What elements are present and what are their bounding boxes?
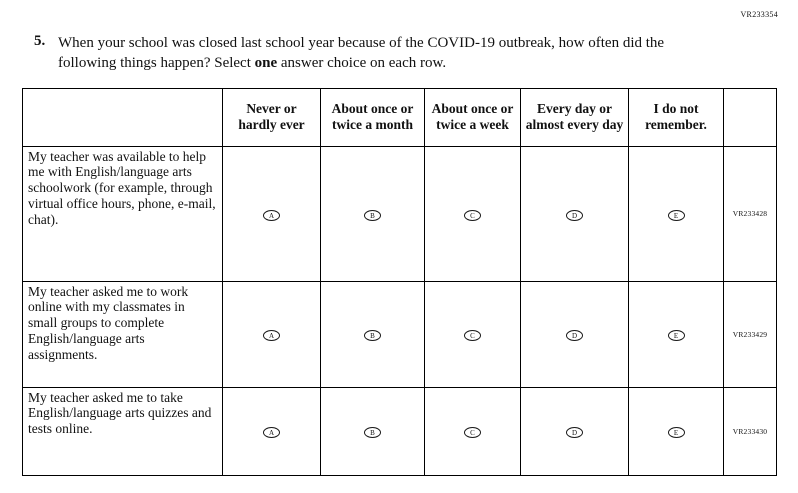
question-bold-word: one: [254, 55, 278, 72]
answer-bubble-d[interactable]: D: [566, 427, 583, 438]
answer-bubble-a[interactable]: A: [263, 210, 280, 221]
answer-cell: [321, 387, 425, 475]
header-once-twice-week: About once or twice a week: [425, 88, 521, 146]
answer-bubble-c[interactable]: C: [464, 330, 481, 341]
answer-cell: [521, 387, 629, 475]
answer-cell: [629, 146, 724, 281]
answer-bubble-a[interactable]: A: [263, 427, 280, 438]
answer-cell: [521, 281, 629, 387]
header-empty-code: [724, 88, 777, 146]
row-code: VR233429: [724, 281, 777, 387]
table-row: [23, 146, 777, 281]
page-code: VR233354: [740, 10, 778, 19]
question-block: [34, 33, 798, 74]
row-label: My teacher asked me to work online with my classmates in small groups to complete English/language arts assignments.: [23, 281, 223, 387]
answer-bubble-b[interactable]: B: [364, 427, 381, 438]
answer-bubble-d[interactable]: D: [566, 210, 583, 221]
answer-bubble-d[interactable]: D: [566, 330, 583, 341]
header-never-or-hardly-ever: Never or hardly ever: [223, 88, 321, 146]
answer-cell: [223, 387, 321, 475]
row-label: My teacher was available to help me with English/language arts schoolwork (for example, through virtual office hours, phone, e-mail, chat).: [23, 146, 223, 281]
survey-table: [22, 88, 777, 476]
answer-cell: [425, 387, 521, 475]
answer-bubble-c[interactable]: C: [464, 427, 481, 438]
question-text-main: When your school was closed last school year because of the COVID-19 outbreak, how often did the following things happen? Select: [58, 35, 665, 72]
table-row: [23, 281, 777, 387]
header-row: [23, 88, 777, 146]
answer-cell: [629, 387, 724, 475]
question-text: [58, 33, 718, 74]
answer-bubble-e[interactable]: E: [668, 210, 685, 221]
answer-bubble-e[interactable]: E: [668, 427, 685, 438]
answer-cell: [425, 146, 521, 281]
header-every-day: Every day or almost every day: [521, 88, 629, 146]
answer-cell: [425, 281, 521, 387]
answer-bubble-b[interactable]: B: [364, 210, 381, 221]
table-row: [23, 387, 777, 475]
answer-bubble-b[interactable]: B: [364, 330, 381, 341]
answer-bubble-c[interactable]: C: [464, 210, 481, 221]
question-number: 5.: [34, 33, 46, 49]
header-once-twice-month: About once or twice a month: [321, 88, 425, 146]
answer-cell: [223, 146, 321, 281]
header-empty-label: [23, 88, 223, 146]
answer-cell: [321, 146, 425, 281]
answer-bubble-a[interactable]: A: [263, 330, 280, 341]
row-label: My teacher asked me to take English/language arts quizzes and tests online.: [23, 387, 223, 475]
row-code: VR233430: [724, 387, 777, 475]
answer-cell: [521, 146, 629, 281]
answer-bubble-e[interactable]: E: [668, 330, 685, 341]
answer-cell: [321, 281, 425, 387]
question-text-tail: answer choice on each row.: [277, 55, 447, 72]
row-code: VR233428: [724, 146, 777, 281]
header-do-not-remember: I do not remember.: [629, 88, 724, 146]
answer-cell: [223, 281, 321, 387]
answer-cell: [629, 281, 724, 387]
